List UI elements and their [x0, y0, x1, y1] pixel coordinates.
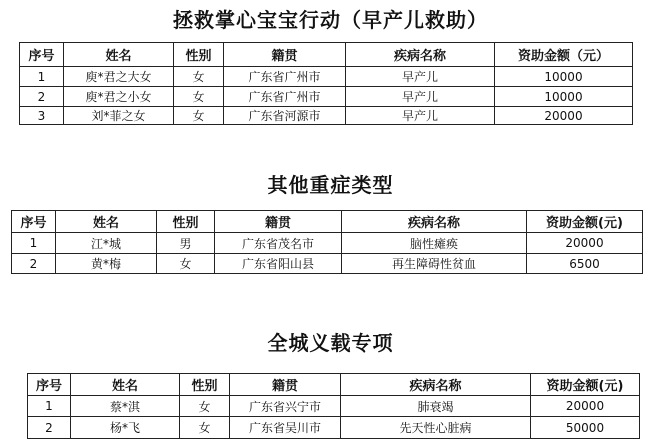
section-3-title: 全城义载专项 [267, 331, 394, 355]
table-cell: 1 [28, 396, 71, 417]
table-cell: 6500 [527, 254, 643, 274]
table-cell: 2 [12, 254, 56, 274]
table-cell: 50000 [531, 417, 640, 439]
table-cell: 20000 [495, 107, 633, 125]
table-header-row [12, 211, 643, 233]
header-cell: 序号 [28, 374, 71, 396]
table-cell: 广东省广州市 [224, 87, 346, 107]
header-cell: 序号 [12, 211, 56, 233]
header-cell: 姓名 [64, 43, 174, 67]
header-cell: 性别 [180, 374, 230, 396]
header-cell: 性别 [157, 211, 215, 233]
table-cell: 杨*飞 [71, 417, 180, 439]
header-cell: 疾病名称 [341, 374, 531, 396]
header-cell: 资助金额(元) [531, 374, 640, 396]
table-cell: 蔡*淇 [71, 396, 180, 417]
header-cell: 籍贯 [215, 211, 342, 233]
table-cell: 2 [28, 417, 71, 439]
table-header-row [20, 43, 633, 67]
table-cell: 黄*梅 [56, 254, 157, 274]
table-cell: 广东省吴川市 [230, 417, 341, 439]
table-cell: 20000 [531, 396, 640, 417]
section-2-title: 其他重症类型 [267, 173, 394, 197]
table-cell: 脑性瘫痪 [342, 233, 527, 254]
table-cell: 1 [12, 233, 56, 254]
header-cell: 姓名 [71, 374, 180, 396]
table-row [28, 417, 640, 439]
header-cell: 姓名 [56, 211, 157, 233]
table-cell: 10000 [495, 87, 633, 107]
header-cell: 疾病名称 [342, 211, 527, 233]
table-cell: 女 [174, 67, 224, 87]
table-cell: 2 [20, 87, 64, 107]
table-cell: 女 [174, 87, 224, 107]
table-cell: 庾*君之小女 [64, 87, 174, 107]
header-cell: 资助金额(元) [527, 211, 643, 233]
header-cell: 资助金额（元） [495, 43, 633, 67]
header-cell: 序号 [20, 43, 64, 67]
table-cell: 男 [157, 233, 215, 254]
section-2-table [11, 210, 643, 274]
table-header-row [28, 374, 640, 396]
table-cell: 早产儿 [346, 67, 495, 87]
header-cell: 性别 [174, 43, 224, 67]
header-cell: 疾病名称 [346, 43, 495, 67]
table-row [20, 87, 633, 107]
table-cell: 10000 [495, 67, 633, 87]
table-row [28, 396, 640, 417]
table-cell: 女 [157, 254, 215, 274]
table-row [12, 233, 643, 254]
table-row [20, 107, 633, 125]
table-cell: 庾*君之大女 [64, 67, 174, 87]
table-cell: 早产儿 [346, 107, 495, 125]
header-cell: 籍贯 [224, 43, 346, 67]
table-cell: 女 [180, 396, 230, 417]
section-1-title: 拯救掌心宝宝行动（早产儿救助） [173, 8, 488, 32]
table-cell: 江*城 [56, 233, 157, 254]
table-cell: 广东省兴宁市 [230, 396, 341, 417]
table-cell: 1 [20, 67, 64, 87]
table-cell: 再生障碍性贫血 [342, 254, 527, 274]
table-cell: 广东省茂名市 [215, 233, 342, 254]
table-cell: 早产儿 [346, 87, 495, 107]
section-3-table [27, 373, 640, 439]
table-cell: 刘*菲之女 [64, 107, 174, 125]
table-cell: 广东省阳山县 [215, 254, 342, 274]
table-row [12, 254, 643, 274]
section-1-table [19, 42, 633, 125]
table-cell: 先天性心脏病 [341, 417, 531, 439]
table-row [20, 67, 633, 87]
table-cell: 3 [20, 107, 64, 125]
header-cell: 籍贯 [230, 374, 341, 396]
table-cell: 广东省河源市 [224, 107, 346, 125]
table-cell: 广东省广州市 [224, 67, 346, 87]
table-cell: 20000 [527, 233, 643, 254]
table-cell: 女 [174, 107, 224, 125]
table-cell: 肺衰竭 [341, 396, 531, 417]
table-cell: 女 [180, 417, 230, 439]
